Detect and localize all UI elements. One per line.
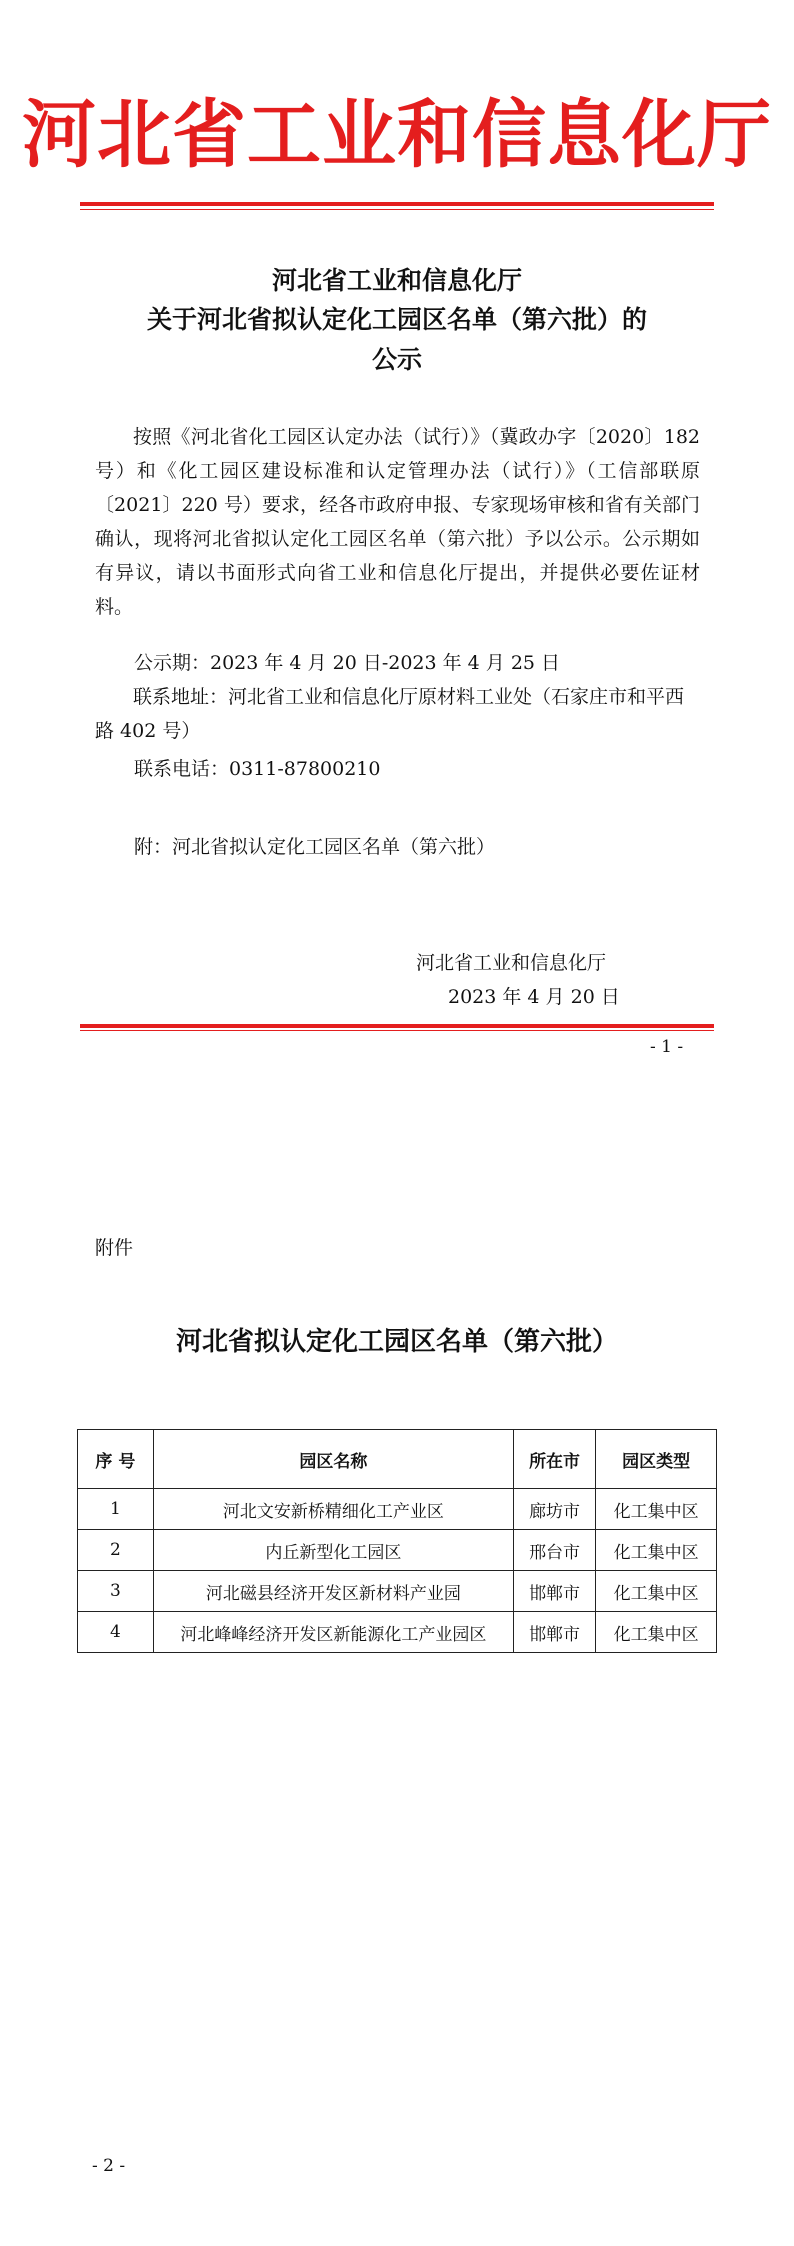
- cell-city: 邯郸市: [513, 1571, 595, 1612]
- header-name: 园区名称: [153, 1430, 513, 1489]
- notice-title-line-3: 公示: [371, 345, 422, 374]
- cell-type: 化工集中区: [596, 1612, 717, 1653]
- cell-name: 河北磁县经济开发区新材料产业园: [153, 1571, 513, 1612]
- header-no: 序 号: [78, 1430, 154, 1489]
- table-row: [78, 1612, 717, 1653]
- notice-body: [95, 420, 700, 624]
- cell-name: 内丘新型化工园区: [153, 1530, 513, 1571]
- footer-rule-thin: [80, 1030, 714, 1031]
- notice-paragraph: 按照《河北省化工园区认定办法（试行）》（冀政办字〔2020〕182 号）和《化工园区建设标准和认定管理办法（试行）》（工信部联原〔2021〕220 号）要求，经各市政府申报、专家现场审核和省有关部门确认，现将河北省拟认定化工园区名单（第六批）予以公示。公示期如有异议，请以书面形式向省工业和信息化厅提出，并提供必要佐证材料。: [95, 426, 700, 618]
- notice-title-line-1: 河北省工业和信息化厅: [271, 266, 522, 295]
- cell-city: 邯郸市: [513, 1612, 595, 1653]
- notice-address: [95, 680, 700, 748]
- notice-address-text: 联系地址：河北省工业和信息化厅原材料工业处（石家庄市和平西路 402 号）: [95, 686, 685, 742]
- table-row: [78, 1489, 717, 1530]
- cell-no: 3: [78, 1571, 154, 1612]
- page-2: [0, 1123, 794, 2246]
- table-header-row: [78, 1430, 717, 1489]
- table-row: [78, 1530, 717, 1571]
- cell-type: 化工集中区: [596, 1530, 717, 1571]
- letterhead-rule-thin: [80, 209, 714, 210]
- cell-no: 2: [78, 1530, 154, 1571]
- header-city: 所在市: [513, 1430, 595, 1489]
- annex-label: 附件: [95, 1237, 134, 1259]
- letterhead-rule-thick: [80, 202, 714, 206]
- notice-phone: 联系电话：0311-87800210: [134, 758, 381, 780]
- cell-city: 廊坊市: [513, 1489, 595, 1530]
- notice-title-line-2: 关于河北省拟认定化工园区名单（第六批）的: [146, 305, 647, 334]
- cell-name: 河北峰峰经济开发区新能源化工产业园区: [153, 1612, 513, 1653]
- footer-rule-thick: [80, 1024, 714, 1028]
- signature-org: 河北省工业和信息化厅: [416, 952, 607, 974]
- table-row: [78, 1571, 717, 1612]
- cell-no: 1: [78, 1489, 154, 1530]
- header-type: 园区类型: [596, 1430, 717, 1489]
- page-number-2: - 2 -: [92, 2156, 126, 2176]
- cell-name: 河北文安新桥精细化工产业区: [153, 1489, 513, 1530]
- cell-type: 化工集中区: [596, 1489, 717, 1530]
- signature-date: 2023 年 4 月 20 日: [448, 986, 620, 1008]
- cell-no: 4: [78, 1612, 154, 1653]
- cell-city: 邢台市: [513, 1530, 595, 1571]
- cell-type: 化工集中区: [596, 1571, 717, 1612]
- notice-attachment: 附：河北省拟认定化工园区名单（第六批）: [134, 836, 496, 858]
- letterhead-title: 河北省工业和信息化厅: [22, 92, 772, 178]
- page-number-1: - 1 -: [650, 1037, 684, 1057]
- annex-title: 河北省拟认定化工园区名单（第六批）: [175, 1327, 618, 1357]
- park-list-table: [77, 1429, 717, 1653]
- notice-period: 公示期：2023 年 4 月 20 日-2023 年 4 月 25 日: [134, 652, 561, 674]
